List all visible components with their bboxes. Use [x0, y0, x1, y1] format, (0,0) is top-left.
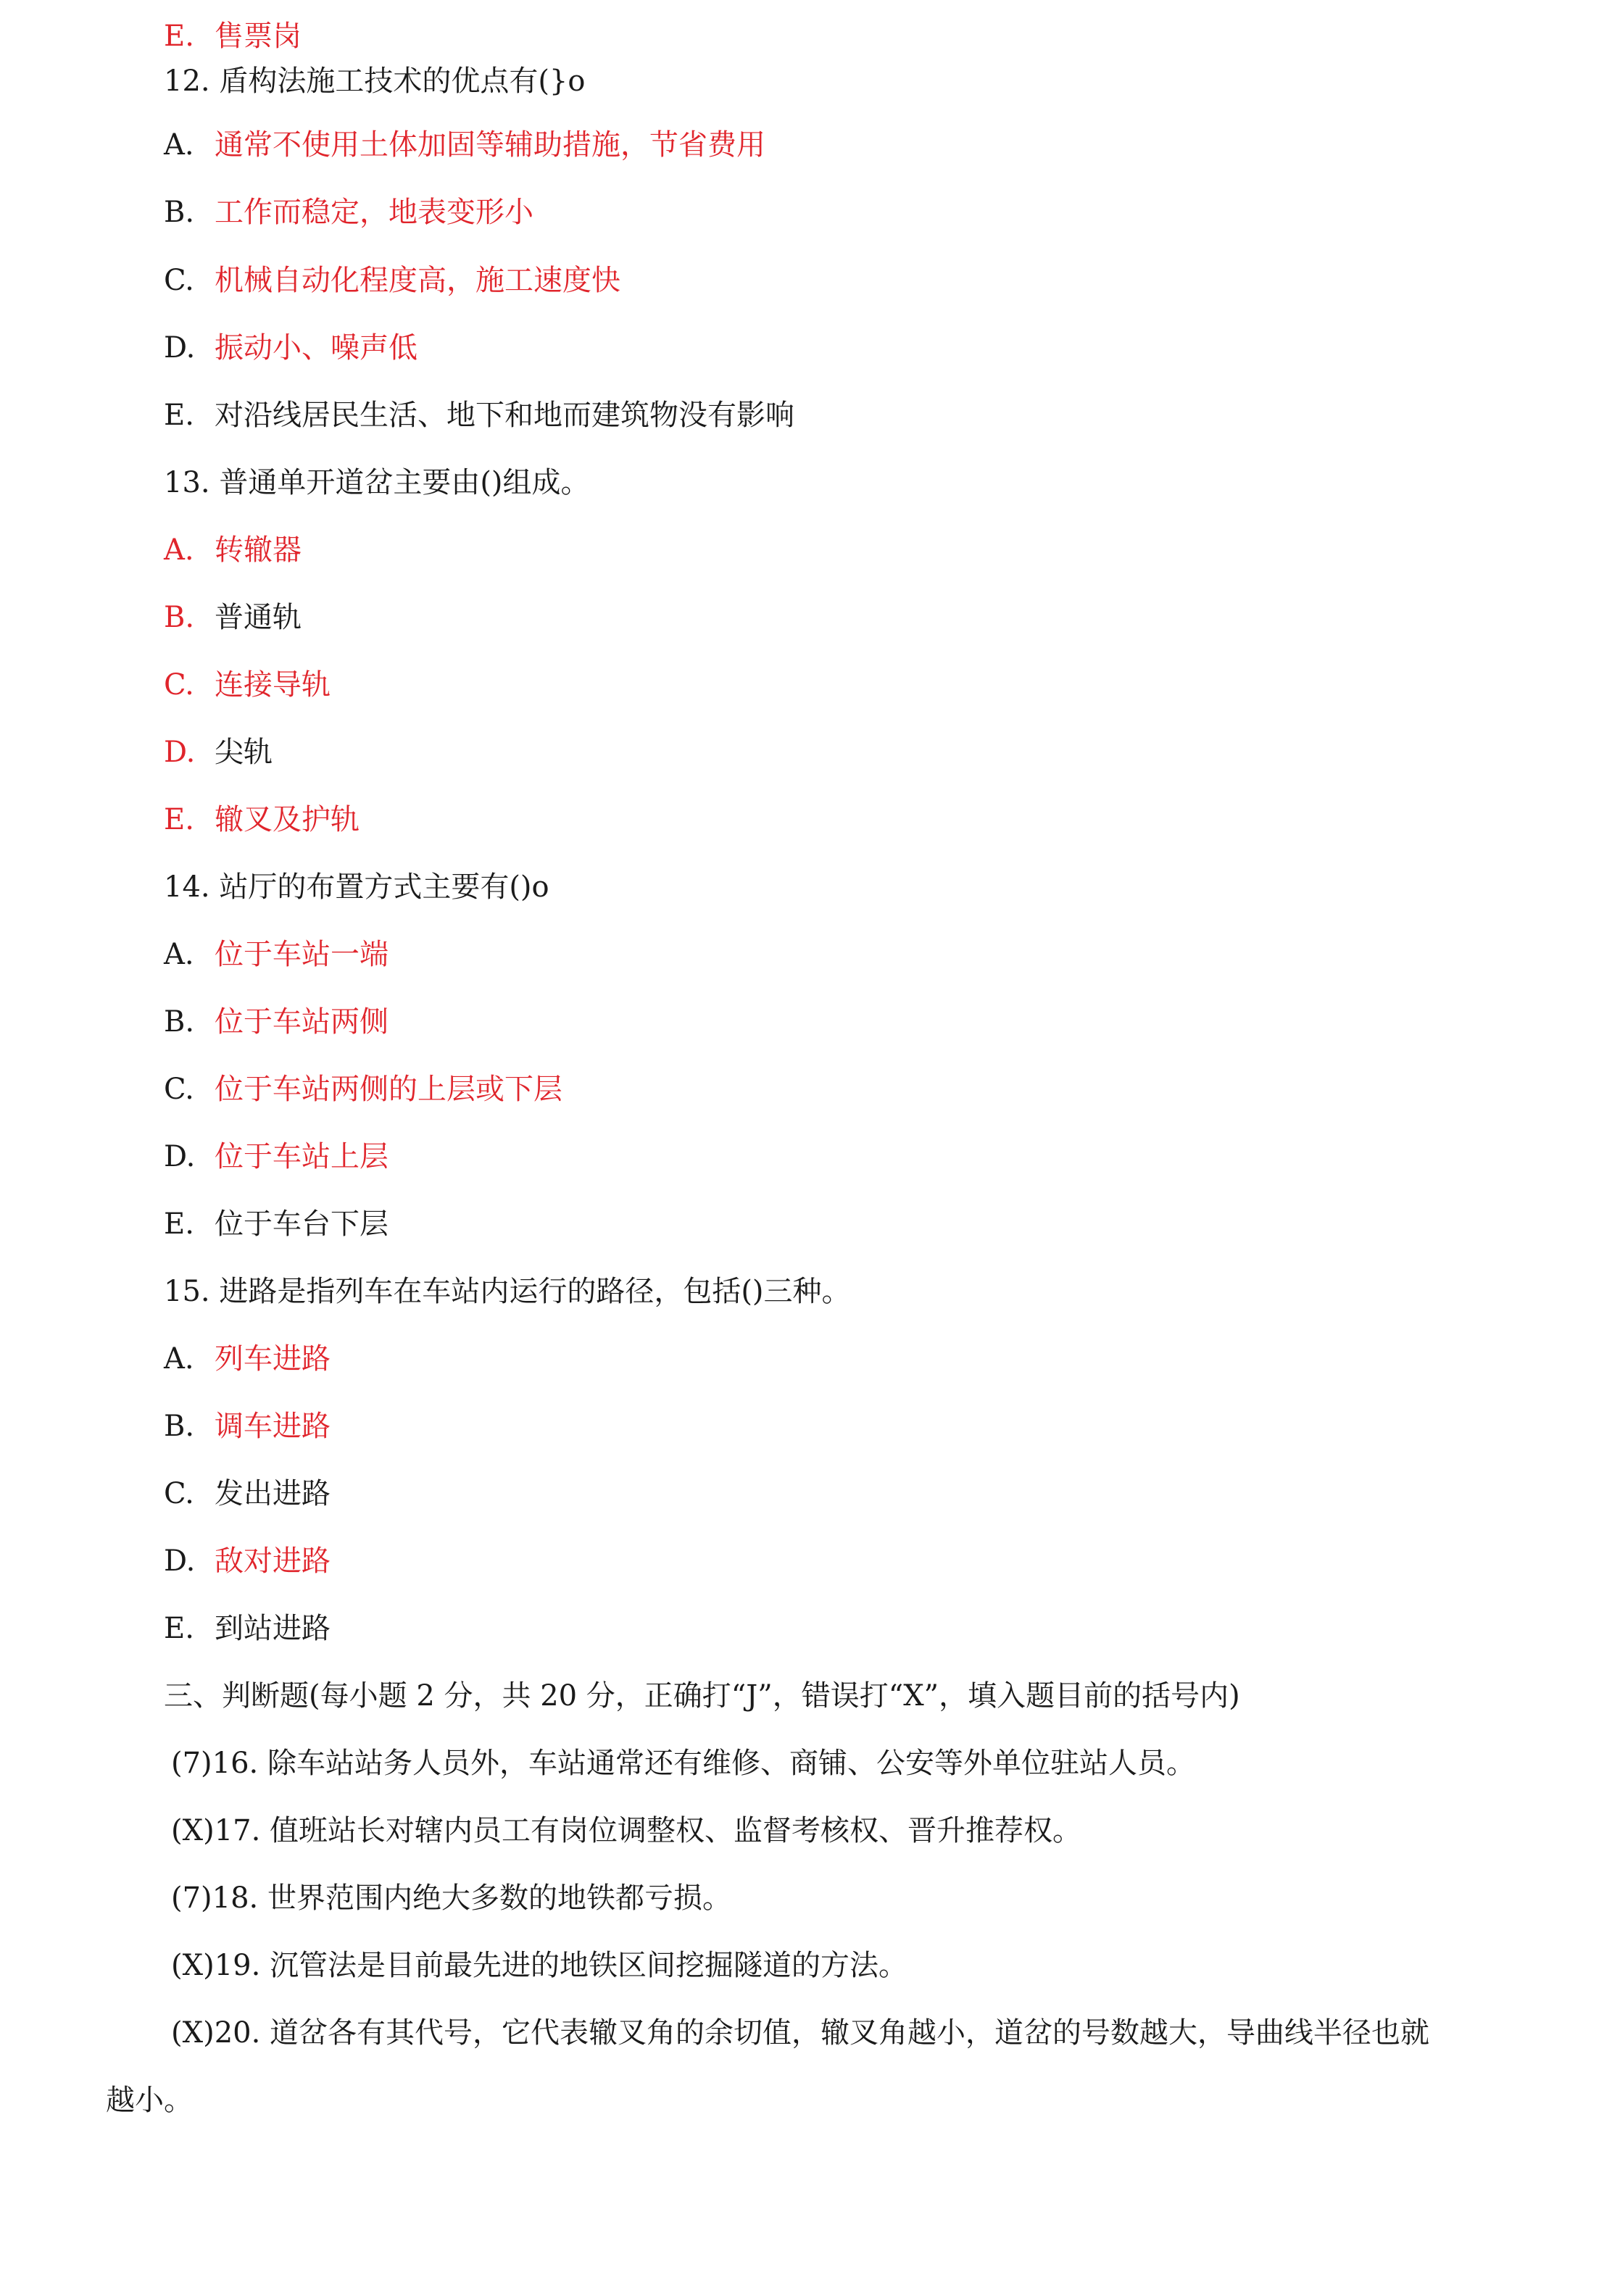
option-label: D.	[164, 331, 196, 365]
option-text: 位于车站两侧的上层或下层	[215, 1073, 562, 1106]
option-text: 敌对进路	[215, 1544, 331, 1578]
option-text: 普通轨	[215, 601, 302, 634]
q13-stem: 13. 普通单开道岔主要由()组成。	[164, 466, 590, 499]
option-label: C.	[164, 1073, 194, 1106]
option-text: 列车进路	[215, 1342, 331, 1376]
option-label: B.	[164, 1410, 195, 1443]
q11-option-e	[164, 17, 302, 55]
q12-option-a	[164, 126, 765, 164]
section3-heading: 三、判断题(每小题 2 分，共 20 分，正确打“J”，错误打“X”，填入题目前的括号内)	[164, 1679, 1240, 1713]
option-label: A.	[164, 128, 194, 162]
q15-option-e	[164, 1610, 331, 1647]
option-text: 通常不使用土体加固等辅助措施，节省费用	[215, 128, 765, 162]
tf-item-17: (X)17. 值班站长对辖内员工有岗位调整权、监督考核权、晋升推荐权。	[171, 1814, 1082, 1847]
q15-option-b	[164, 1407, 331, 1445]
option-text: 位于车站两侧	[215, 1005, 389, 1039]
tf-item-16: (7)16. 除车站站务人员外，车站通常还有维修、商铺、公安等外单位驻站人员。	[171, 1747, 1195, 1780]
option-text: 辙叉及护轨	[215, 803, 360, 836]
option-label: C.	[164, 668, 194, 702]
tf-item-20-continuation: 越小。	[106, 2084, 193, 2117]
q15-option-d	[164, 1542, 331, 1580]
q12-option-e	[164, 396, 794, 434]
q14-stem: 14. 站厅的布置方式主要有()o	[164, 870, 549, 904]
q14-option-b	[164, 1003, 389, 1041]
option-label: D.	[164, 1140, 196, 1173]
q14-option-e	[164, 1205, 389, 1243]
q12-option-d	[164, 329, 417, 367]
option-label: C.	[164, 264, 194, 297]
q14-option-a	[164, 936, 389, 973]
option-label: E.	[164, 803, 194, 836]
option-text: 位于车站一端	[215, 938, 389, 971]
option-label: E.	[164, 20, 194, 53]
option-text: 工作而稳定，地表变形小	[215, 196, 533, 229]
option-text: 尖轨	[215, 736, 273, 769]
q12-option-b	[164, 194, 533, 231]
option-text: 连接导轨	[215, 668, 331, 702]
option-label: D.	[164, 1544, 196, 1578]
option-text: 位于车站上层	[215, 1140, 389, 1173]
q15-option-a	[164, 1340, 331, 1378]
q13-option-b	[164, 599, 302, 636]
q13-option-c	[164, 666, 331, 704]
option-text: 对沿线居民生活、地下和地而建筑物没有影响	[215, 399, 794, 432]
option-label: B.	[164, 1005, 195, 1039]
q14-option-d	[164, 1138, 389, 1176]
q12-option-c	[164, 262, 620, 299]
option-text: 机械自动化程度高，施工速度快	[215, 264, 620, 297]
option-label: E.	[164, 1207, 194, 1241]
option-text: 位于车台下层	[215, 1207, 389, 1241]
q13-option-a	[164, 531, 302, 569]
tf-item-19: (X)19. 沉管法是目前最先进的地铁区间挖掘隧道的方法。	[171, 1949, 908, 1982]
q13-option-e	[164, 801, 360, 839]
option-label: D.	[164, 736, 196, 769]
tf-item-18: (7)18. 世界范围内绝大多数的地铁都亏损。	[171, 1881, 731, 1915]
q15-option-c	[164, 1475, 331, 1513]
option-label: A.	[164, 1342, 194, 1376]
option-label: E.	[164, 399, 194, 432]
q13-option-d	[164, 733, 273, 771]
tf-item-20: (X)20. 道岔各有其代号，它代表辙叉角的余切值，辙叉角越小，道岔的号数越大，导曲线半径也就	[171, 2016, 1430, 2050]
option-text: 振动小、噪声低	[215, 331, 417, 365]
option-text: 转辙器	[215, 533, 302, 567]
q15-stem: 15. 进路是指列车在车站内运行的路径，包括()三种。	[164, 1275, 851, 1308]
option-text: 到站进路	[215, 1612, 331, 1645]
option-text: 发出进路	[215, 1477, 331, 1510]
option-label: C.	[164, 1477, 194, 1510]
option-text: 调车进路	[215, 1410, 331, 1443]
q14-option-c	[164, 1070, 562, 1108]
option-label: E.	[164, 1612, 194, 1645]
option-label: B.	[164, 601, 195, 634]
option-text: 售票岗	[215, 20, 302, 53]
option-label: B.	[164, 196, 195, 229]
q12-stem: 12. 盾构法施工技术的优点有(}o	[164, 65, 586, 98]
option-label: A.	[164, 938, 194, 971]
option-label: A.	[164, 533, 194, 567]
